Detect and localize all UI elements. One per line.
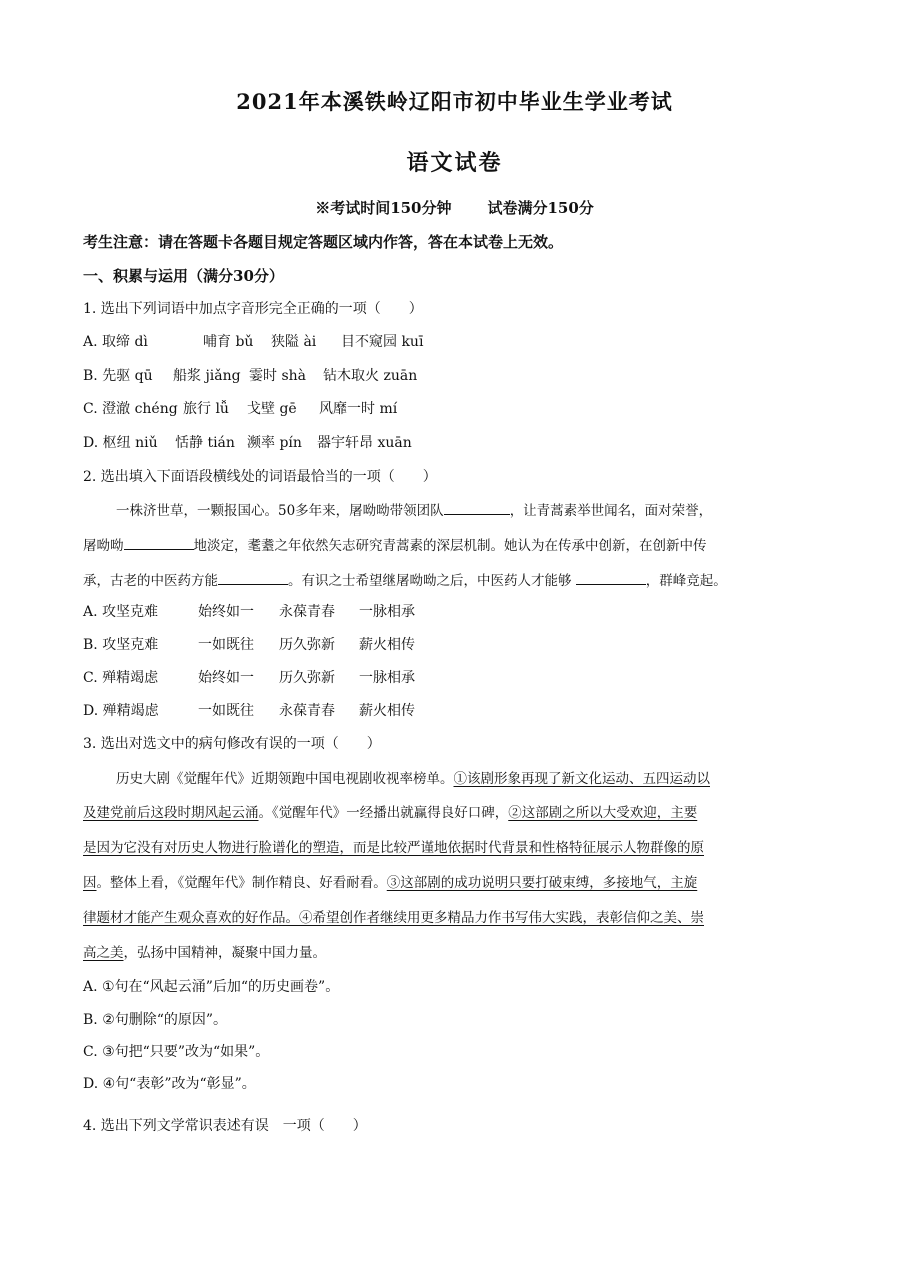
q1-b-word-3: 霎时 shà [249,368,306,384]
q4-stem: 4. 选出下列文学常识表述有误 一项（ ） [83,1118,367,1134]
q2-d-word-3: 永葆青春 [279,703,335,719]
q1-b-word-2: 船浆 jiǎng [173,368,241,384]
q2-d-word-1: D. 殚精竭虑 [83,703,159,719]
q3-text: 。整体上看，《觉醒年代》制作精良、好看耐看。 [96,875,387,891]
q3-text: ，弘扬中国精神，凝聚中国力量。 [123,945,326,961]
q3-passage-line-4 [83,871,697,891]
q3-sentence-2: ②这部剧之所以大受欢迎，主要 [508,805,698,821]
full-score: 试卷满分150分 [487,199,594,217]
answer-blank-1[interactable] [444,500,510,515]
q1-c-word-3: 戈壁 gē [247,401,297,417]
exam-meta [0,197,909,218]
q1-option-c [83,398,397,418]
q3-option-c: C. ③句把“只要”改为“如果”。 [83,1044,270,1060]
q1-d-word-3: 濒率 pín [247,435,302,451]
q2-option-b [83,634,415,654]
q2-c-word-3: 历久弥新 [279,670,335,686]
q2-a-word-1: A. 攻坚克难 [83,604,159,620]
q2-text: 屠呦呦 [83,538,124,554]
q1-stem: 1. 选出下列词语中加点字音形完全正确的一项（ ） [83,301,423,317]
q3-text: 历史大剧《觉醒年代》近期领跑中国电视剧收视率榜单。 [116,771,454,787]
q3-passage-line-6 [83,941,326,961]
q3-stem: 3. 选出对选文中的病句修改有误的一项（ ） [83,736,381,752]
q3-passage-line-3 [83,836,704,856]
q2-text: ，让青蒿素举世闻名，面对荣誉， [509,503,713,519]
q2-c-word-4: 一脉相承 [359,670,415,686]
q3-option-d: D. ④句“表彰”改为“彰显”。 [83,1076,256,1092]
q3-sentence-3: ③这部剧的成功说明只要打破束缚，多接地气，主旋 [386,875,698,891]
q2-text: 一株济世草，一颗报国心。50多年来，屠呦呦带领团队 [116,503,444,519]
exam-subtitle: 语文试卷 [406,150,503,176]
q2-c-word-2: 始终如一 [198,670,254,686]
q3-text: 。《觉醒年代》一经播出就赢得良好口碑， [258,805,509,821]
q1-a-word-4: 目不窥园 kuī [341,334,424,350]
q3-sentence-4-end: 高之美 [83,945,124,961]
q3-passage-line-5 [83,906,704,926]
q3-sentence-1: ①该剧形象再现了新文化运动、五四运动以 [453,771,710,787]
q1-option-b [83,365,417,385]
q1-a-word-2: 哺育 bǔ [203,334,254,350]
q3-passage-line-1 [116,767,710,787]
q2-b-word-1: B. 攻坚克难 [83,637,159,653]
q3-sentence-2-cont: 是因为它没有对历史人物进行脸谱化的塑造，而是比较严谨地依据时代背景和性格特征展示人物群像的原 [83,840,704,856]
q1-option-d [83,432,412,452]
q1-a-word-3: 狭隘 ài [271,334,317,350]
q2-b-word-3: 历久弥新 [279,637,335,653]
q1-option-a [83,331,423,351]
answer-blank-3[interactable] [218,570,288,585]
q2-d-word-4: 薪火相传 [359,703,415,719]
q2-c-word-1: C. 殚精竭虑 [83,670,159,686]
q3-option-a: A. ①句在“风起云涌”后加“的历史画卷”。 [83,979,340,995]
q1-d-word-2: 恬静 tián [175,435,235,451]
q1-b-word-4: 钻木取火 zuān [323,368,418,384]
q2-option-a [83,601,415,621]
exam-time: ※考试时间150分钟 [315,199,452,217]
q1-b-word-1: B. 先驱 qū [83,368,153,384]
candidate-notice: 考生注意：请在答题卡各题目规定答题区域内作答，答在本试卷上无效。 [83,233,564,251]
q2-text: 承，古老的中医药方能 [83,573,218,589]
answer-blank-4[interactable] [576,570,646,585]
q2-b-word-2: 一如既往 [198,637,254,653]
answer-blank-2[interactable] [124,535,194,550]
q2-text: 。有识之士希望继屠呦呦之后，中医药人才能够 [288,573,576,589]
q3-sentence-2-end: 因 [83,875,97,891]
q1-c-word-4: 风靡一时 mí [319,401,398,417]
q3-passage-line-2 [83,801,697,821]
q2-passage-line-2 [83,534,707,554]
q1-d-word-4: 器宇轩昂 xuān [317,435,412,451]
q3-option-b: B. ②句删除“的原因”。 [83,1012,228,1028]
q2-stem: 2. 选出填入下面语段横线处的词语最恰当的一项（ ） [83,469,437,485]
q2-b-word-4: 薪火相传 [359,637,415,653]
q1-d-word-1: D. 枢纽 niǔ [83,435,158,451]
q2-option-d [83,700,415,720]
q2-a-word-3: 永葆青春 [279,604,335,620]
q2-option-c [83,667,415,687]
section-heading: 一、积累与运用（满分30分） [83,267,284,285]
q2-text: ，群峰竞起。 [645,573,727,589]
q2-a-word-2: 始终如一 [198,604,254,620]
q2-passage-line-1 [116,499,712,519]
q3-sentence-3-4: 律题材才能产生观众喜欢的好作品。④希望创作者继续用更多精品力作书写伟大实践，表彰信仰之美、崇 [83,910,704,926]
q2-d-word-2: 一如既往 [198,703,254,719]
q1-a-word-1: A. 取缔 dì [83,334,148,350]
q2-a-word-4: 一脉相承 [359,604,415,620]
q1-c-word-1: C. 澄澈 chéng [83,401,178,417]
exam-title: 2021年本溪铁岭辽阳市初中毕业生学业考试 [236,89,673,114]
q2-passage-line-3 [83,569,727,589]
q3-sentence-1-cont: 及建党前后这段时期风起云涌 [83,805,259,821]
q2-text: 地淡定，耄耋之年依然矢志研究青蒿素的深层机制。她认为在传承中创新，在创新中传 [193,538,707,554]
q1-c-word-2: 旅行 lǚ [183,401,229,417]
